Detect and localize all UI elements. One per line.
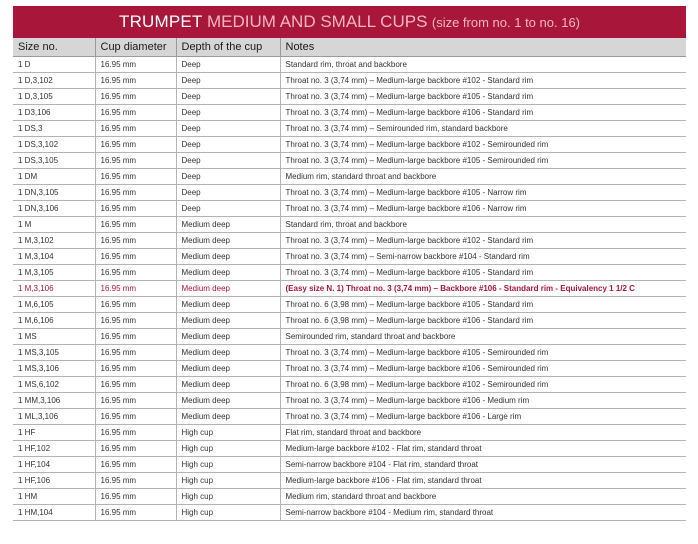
title-range: (size from no. 1 to no. 16) [431, 15, 580, 30]
table-row [13, 441, 686, 457]
table-row [13, 361, 686, 377]
cell-notes: Throat no. 3 (3,74 mm) – Medium-large backbore #106 - Standard rim [280, 105, 686, 121]
cell-notes: Semirounded rim, standard throat and backbore [280, 329, 686, 345]
cell-depth: Medium deep [176, 377, 280, 393]
table-row [13, 169, 686, 185]
cell-notes: Throat no. 3 (3,74 mm) – Medium-large backbore #105 - Semirounded rim [280, 153, 686, 169]
mouthpiece-table [13, 38, 686, 521]
cell-notes: Throat no. 3 (3,74 mm) – Medium-large backbore #102 - Standard rim [280, 73, 686, 89]
cell-depth: Deep [176, 89, 280, 105]
cell-size: 1 MS,3,106 [13, 361, 95, 377]
cell-size: 1 HM [13, 489, 95, 505]
cell-size: 1 MS,6,102 [13, 377, 95, 393]
cell-size: 1 M,3,104 [13, 249, 95, 265]
cell-size: 1 M,3,105 [13, 265, 95, 281]
cell-notes: Semi-narrow backbore #104 - Flat rim, standard throat [280, 457, 686, 473]
cell-cup-diameter: 16.95 mm [95, 505, 176, 521]
cell-depth: High cup [176, 457, 280, 473]
cell-cup-diameter: 16.95 mm [95, 105, 176, 121]
cell-notes: Throat no. 6 (3,98 mm) – Medium-large backbore #105 - Standard rim [280, 297, 686, 313]
title-main: TRUMPET [118, 12, 203, 31]
cell-size: 1 MS,3,105 [13, 345, 95, 361]
cell-size: 1 DM [13, 169, 95, 185]
cell-depth: Deep [176, 137, 280, 153]
cell-depth: Medium deep [176, 313, 280, 329]
cell-depth: Medium deep [176, 345, 280, 361]
cell-size: 1 HF,106 [13, 473, 95, 489]
table-row [13, 505, 686, 521]
table-row [13, 329, 686, 345]
cell-size: 1 D3,106 [13, 105, 95, 121]
cell-size: 1 M,3,102 [13, 233, 95, 249]
cell-cup-diameter: 16.95 mm [95, 313, 176, 329]
cell-notes: Throat no. 3 (3,74 mm) – Medium-large backbore #106 - Semirounded rim [280, 361, 686, 377]
cell-depth: Deep [176, 169, 280, 185]
cell-depth: Medium deep [176, 393, 280, 409]
cell-notes: Throat no. 6 (3,98 mm) – Medium-large backbore #106 - Standard rim [280, 313, 686, 329]
table-row [13, 473, 686, 489]
cell-size: 1 M,3,106 [13, 281, 95, 297]
cell-notes: Standard rim, throat and backbore [280, 217, 686, 233]
cell-size: 1 HF,104 [13, 457, 95, 473]
table-row [13, 57, 686, 73]
cell-cup-diameter: 16.95 mm [95, 153, 176, 169]
cell-size: 1 DS,3,102 [13, 137, 95, 153]
table-row [13, 201, 686, 217]
cell-depth: Deep [176, 121, 280, 137]
cell-depth: Medium deep [176, 265, 280, 281]
cell-size: 1 M [13, 217, 95, 233]
table-row [13, 377, 686, 393]
cell-cup-diameter: 16.95 mm [95, 361, 176, 377]
cell-cup-diameter: 16.95 mm [95, 89, 176, 105]
cell-cup-diameter: 16.95 mm [95, 329, 176, 345]
cell-notes: Throat no. 3 (3,74 mm) – Medium-large backbore #105 - Narrow rim [280, 185, 686, 201]
column-header-cup-diameter: Cup diameter [95, 38, 176, 57]
cell-size: 1 MS [13, 329, 95, 345]
cell-cup-diameter: 16.95 mm [95, 377, 176, 393]
table-row [13, 281, 686, 297]
cell-notes: Throat no. 3 (3,74 mm) – Semirounded rim, standard backbore [280, 121, 686, 137]
cell-depth: High cup [176, 441, 280, 457]
cell-cup-diameter: 16.95 mm [95, 409, 176, 425]
cell-size: 1 DN,3,106 [13, 201, 95, 217]
cell-depth: Deep [176, 105, 280, 121]
title-sub: MEDIUM AND SMALL CUPS [207, 12, 428, 31]
cell-cup-diameter: 16.95 mm [95, 137, 176, 153]
cell-cup-diameter: 16.95 mm [95, 233, 176, 249]
cell-size: 1 M,6,105 [13, 297, 95, 313]
cell-cup-diameter: 16.95 mm [95, 217, 176, 233]
cell-notes: Medium-large backbore #106 - Flat rim, standard throat [280, 473, 686, 489]
column-header-depth: Depth of the cup [176, 38, 280, 57]
cell-depth: Deep [176, 57, 280, 73]
cell-depth: High cup [176, 489, 280, 505]
table-body [13, 57, 686, 521]
column-header-size: Size no. [13, 38, 95, 57]
cell-depth: Medium deep [176, 409, 280, 425]
cell-notes: Medium-large backbore #102 - Flat rim, standard throat [280, 441, 686, 457]
cell-depth: High cup [176, 505, 280, 521]
cell-notes: Throat no. 3 (3,74 mm) – Medium-large backbore #105 - Semirounded rim [280, 345, 686, 361]
table-row [13, 265, 686, 281]
cell-notes: Standard rim, throat and backbore [280, 57, 686, 73]
cell-cup-diameter: 16.95 mm [95, 441, 176, 457]
table-row [13, 153, 686, 169]
cell-cup-diameter: 16.95 mm [95, 473, 176, 489]
table-row [13, 345, 686, 361]
cell-notes: Flat rim, standard throat and backbore [280, 425, 686, 441]
table-row [13, 249, 686, 265]
cell-cup-diameter: 16.95 mm [95, 73, 176, 89]
cell-depth: Medium deep [176, 217, 280, 233]
cell-cup-diameter: 16.95 mm [95, 345, 176, 361]
cell-depth: Medium deep [176, 281, 280, 297]
cell-depth: Medium deep [176, 249, 280, 265]
table-row [13, 137, 686, 153]
cell-size: 1 DN,3,105 [13, 185, 95, 201]
table-row [13, 185, 686, 201]
table-row [13, 489, 686, 505]
column-header-notes: Notes [280, 38, 686, 57]
table-row [13, 425, 686, 441]
cell-depth: Medium deep [176, 297, 280, 313]
cell-notes: Throat no. 3 (3,74 mm) – Medium-large backbore #106 - Narrow rim [280, 201, 686, 217]
cell-size: 1 D,3,105 [13, 89, 95, 105]
table-row [13, 457, 686, 473]
cell-notes: Throat no. 3 (3,74 mm) – Medium-large backbore #102 - Standard rim [280, 233, 686, 249]
cell-notes: Medium rim, standard throat and backbore [280, 169, 686, 185]
cell-notes: Throat no. 3 (3,74 mm) – Medium-large backbore #105 - Standard rim [280, 89, 686, 105]
table-row [13, 409, 686, 425]
table-row [13, 233, 686, 249]
cell-size: 1 ML,3,106 [13, 409, 95, 425]
cell-cup-diameter: 16.95 mm [95, 281, 176, 297]
cell-notes: Throat no. 3 (3,74 mm) – Medium-large backbore #102 - Semirounded rim [280, 137, 686, 153]
cell-depth: Deep [176, 73, 280, 89]
cell-notes: Semi-narrow backbore #104 - Medium rim, standard throat [280, 505, 686, 521]
cell-notes: Throat no. 3 (3,74 mm) – Semi-narrow backbore #104 - Standard rim [280, 249, 686, 265]
cell-depth: Medium deep [176, 329, 280, 345]
table-row [13, 393, 686, 409]
cell-cup-diameter: 16.95 mm [95, 185, 176, 201]
cell-depth: Deep [176, 185, 280, 201]
cell-depth: Medium deep [176, 361, 280, 377]
cell-size: 1 DS,3 [13, 121, 95, 137]
table-row [13, 313, 686, 329]
cell-notes: Medium rim, standard throat and backbore [280, 489, 686, 505]
table-row [13, 217, 686, 233]
cell-size: 1 D,3,102 [13, 73, 95, 89]
cell-cup-diameter: 16.95 mm [95, 57, 176, 73]
cell-cup-diameter: 16.95 mm [95, 457, 176, 473]
cell-cup-diameter: 16.95 mm [95, 489, 176, 505]
table-row [13, 105, 686, 121]
cell-depth: Deep [176, 201, 280, 217]
cell-depth: High cup [176, 425, 280, 441]
cell-notes: Throat no. 3 (3,74 mm) – Medium-large backbore #106 - Large rim [280, 409, 686, 425]
cell-size: 1 HF,102 [13, 441, 95, 457]
cell-cup-diameter: 16.95 mm [95, 265, 176, 281]
table-row [13, 121, 686, 137]
cell-cup-diameter: 16.95 mm [95, 121, 176, 137]
cell-depth: Medium deep [176, 233, 280, 249]
cell-notes: (Easy size N. 1) Throat no. 3 (3,74 mm) – Backbore #106 - Standard rim - Equivalency 1 1/2 C [280, 281, 686, 297]
cell-size: 1 D [13, 57, 95, 73]
cell-size: 1 HM,104 [13, 505, 95, 521]
cell-size: 1 HF [13, 425, 95, 441]
table-row [13, 297, 686, 313]
cell-cup-diameter: 16.95 mm [95, 201, 176, 217]
cell-depth: High cup [176, 473, 280, 489]
table-row [13, 89, 686, 105]
cell-notes: Throat no. 3 (3,74 mm) – Medium-large backbore #106 - Medium rim [280, 393, 686, 409]
cell-notes: Throat no. 6 (3,98 mm) – Medium-large backbore #102 - Semirounded rim [280, 377, 686, 393]
table-title-banner [13, 6, 686, 38]
cell-cup-diameter: 16.95 mm [95, 425, 176, 441]
cell-cup-diameter: 16.95 mm [95, 169, 176, 185]
table-row [13, 73, 686, 89]
cell-cup-diameter: 16.95 mm [95, 297, 176, 313]
cell-notes: Throat no. 3 (3,74 mm) – Medium-large backbore #105 - Standard rim [280, 265, 686, 281]
cell-size: 1 MM,3,106 [13, 393, 95, 409]
cell-cup-diameter: 16.95 mm [95, 249, 176, 265]
cell-depth: Deep [176, 153, 280, 169]
cell-size: 1 DS,3,105 [13, 153, 95, 169]
cell-cup-diameter: 16.95 mm [95, 393, 176, 409]
table-header-row [13, 38, 686, 57]
cell-size: 1 M,6,106 [13, 313, 95, 329]
